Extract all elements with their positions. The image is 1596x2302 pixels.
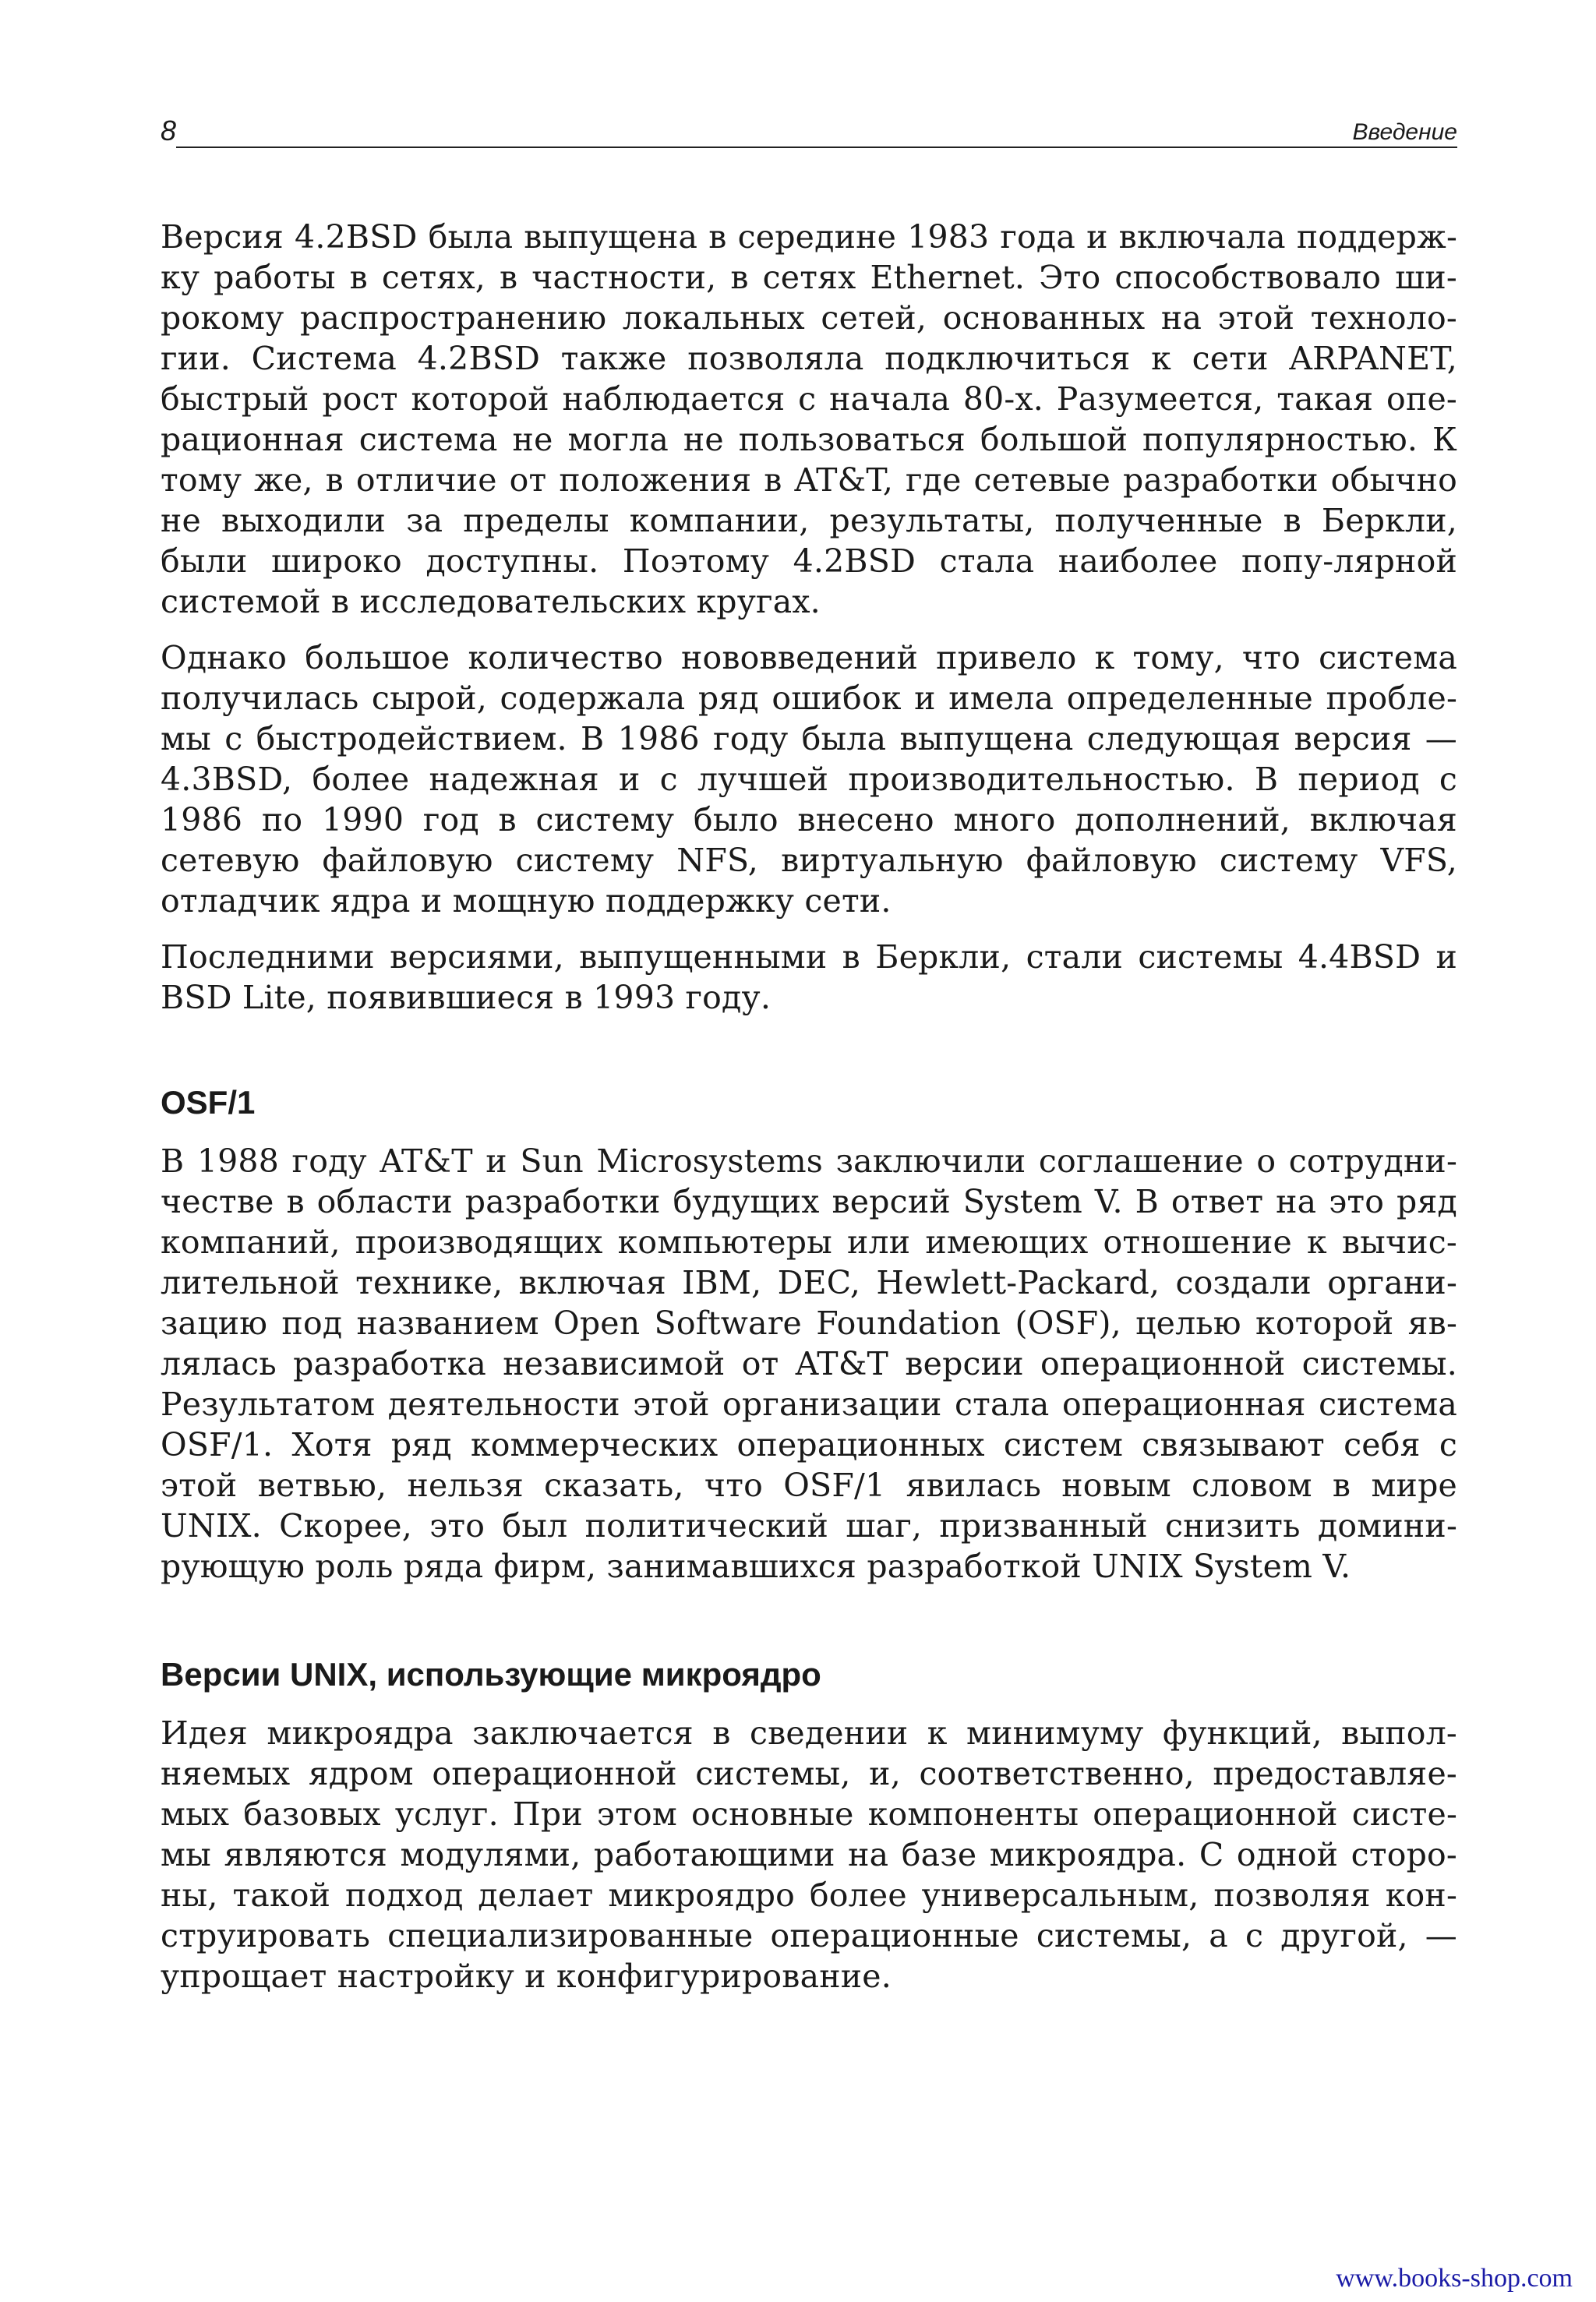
paragraph-bsd-43: Однако большое количество нововведений привело к тому, что система получилась сырой, содержала ряд ошибок и имела определенные пробле-мы с быстродействием. В 1986 году была выпущена следующая версия — 4.3BSD, более надежная и с лучшей производительностью. В период с 1986 по 1990 год в систему было внесено много дополнений, включая сетевую файловую систему NFS, виртуальную файловую систему VFS, отладчик ядра и мощную поддержку сети. — [161, 639, 1457, 920]
page-header — [161, 115, 1457, 148]
page-body — [161, 217, 1457, 2012]
section-heading-microkernel: Версии UNIX, использующие микроядро — [161, 1656, 821, 1693]
section-heading-osf: OSF/1 — [161, 1084, 256, 1121]
paragraph-microkernel: Идея микроядра заключается в сведении к минимуму функций, выпол-няемых ядром операционной системы, и, соответственно, предоставляе-мых базовых услуг. При этом основные компоненты операционной систе-мы являются модулями, работающими на базе микроядра. С одной сторо-ны, такой подход делает микроядро более универсальным, позволяя кон-струировать специализированные операционные системы, а с другой, — упрощает настройку и конфигурирование. — [161, 1714, 1457, 1995]
page-number: 8 — [161, 115, 177, 147]
footer-website-link[interactable]: www.books-shop.com — [1336, 2264, 1573, 2293]
running-head: Введение — [1352, 119, 1457, 145]
paragraph-bsd-42: Версия 4.2BSD была выпущена в середине 1983 года и включала поддерж-ку работы в сетях, в частности, в сетях Ethernet. Это способствовало ши-рокому распространению локальных сетей, основанных на этой техноло-гии. Система 4.2BSD также позволяла подключиться к сети ARPANET, быстрый рост которой наблюдается с начала 80-х. Разумеется, такая опе-рационная система не могла не пользоваться большой популярностью. К тому же, в отличие от положения в AT&T, где сетевые разработки обычно не выходили за пределы компании, результаты, полученные в Беркли, были широко доступны. Поэтому 4.2BSD стала наиболее попу-лярной системой в исследовательских кругах. — [161, 218, 1457, 620]
header-rule — [176, 147, 1457, 148]
paragraph-bsd-44: Последними версиями, выпущенными в Беркли, стали системы 4.4BSD и BSD Lite, появившиеся в 1993 году. — [161, 938, 1457, 1016]
paragraph-osf: В 1988 году AT&T и Sun Microsystems заключили соглашение о сотрудни-честве в области разработки будущих версий System V. В ответ на это ряд компаний, производящих компьютеры или имеющих отношение к вычис-лительной технике, включая IBM, DEC, Hewlett-Packard, создали органи-зацию под названием Open Software Foundation (OSF), целью которой яв-лялась разработка независимой от AT&T версии операционной системы. Результатом деятельности этой организации стала операционная система OSF/1. Хотя ряд коммерческих операционных систем связывают себя с этой ветвью, нельзя сказать, что OSF/1 явилась новым словом в мире UNIX. Скорее, это был политический шаг, призванный снизить домини-рующую роль ряда фирм, занимавшихся разработкой UNIX System V. — [161, 1142, 1457, 1585]
